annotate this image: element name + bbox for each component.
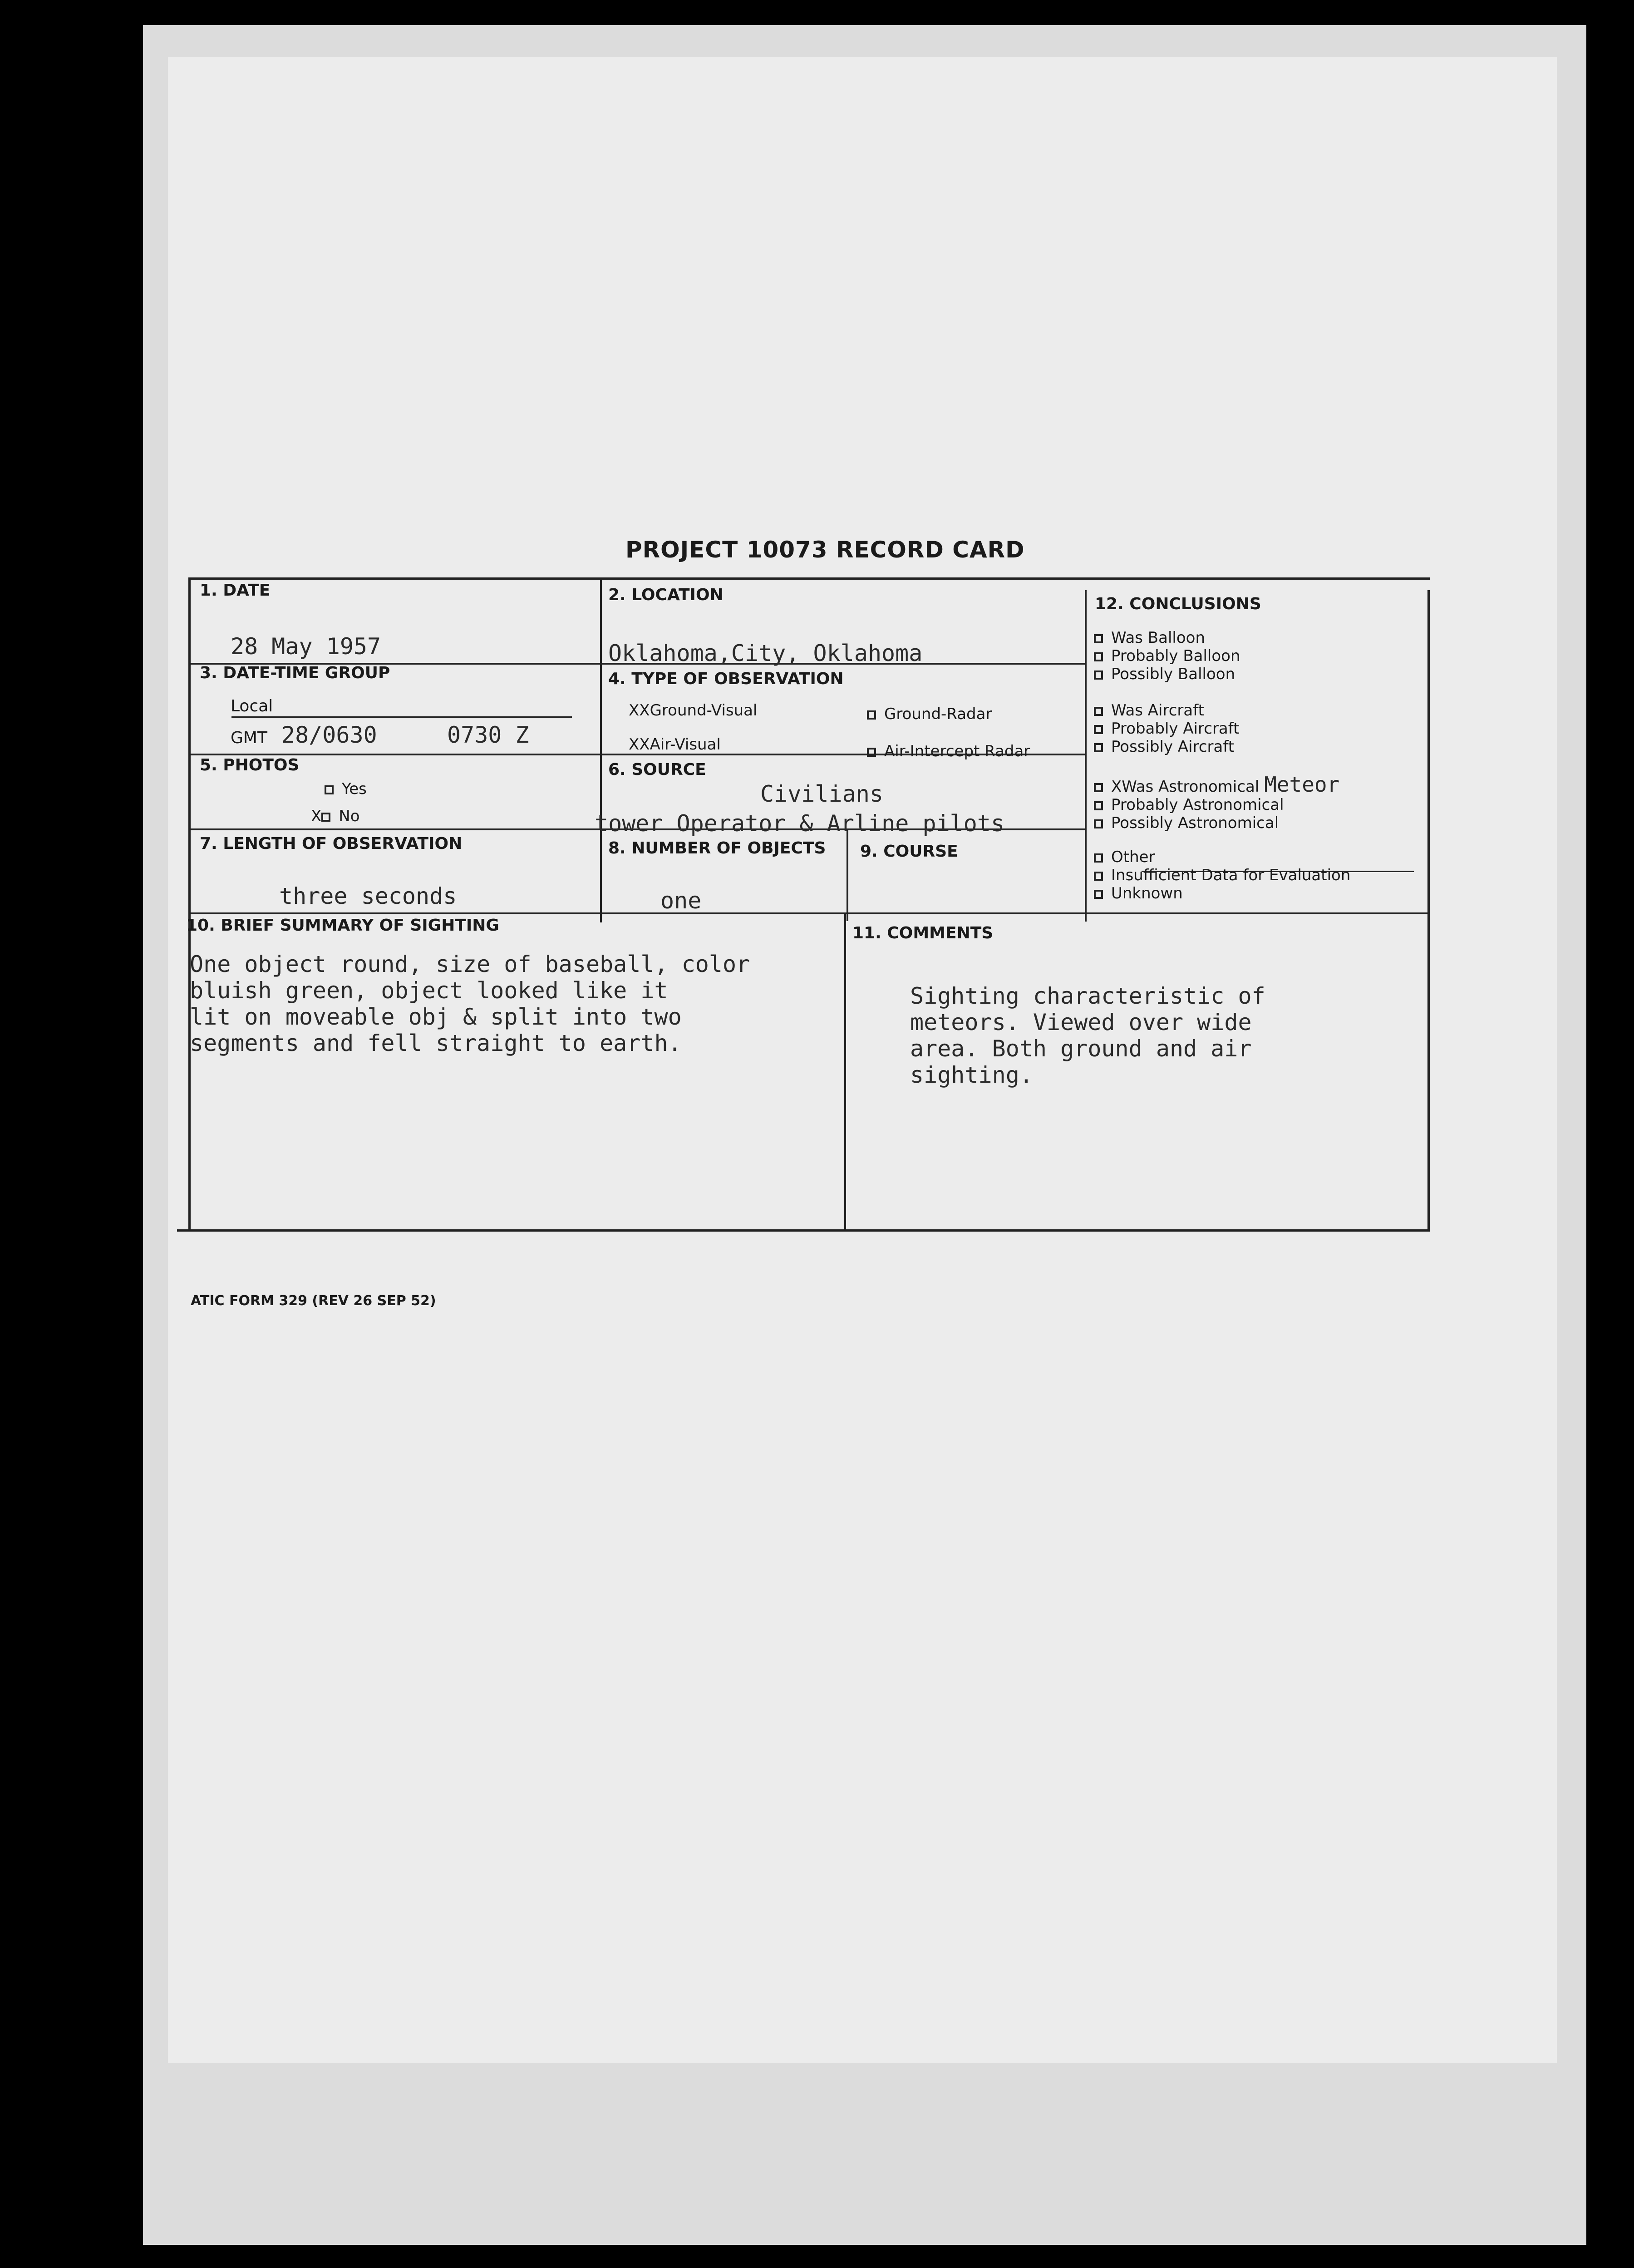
summary-label: 10. BRIEF SUMMARY OF SIGHTING — [186, 916, 499, 935]
comments-text — [910, 983, 1265, 1088]
conclusion-option: Possibly Astronomical — [1111, 814, 1279, 832]
gmt-label: GMT — [231, 729, 267, 747]
conclusion-option: Probably Balloon — [1111, 647, 1240, 665]
date-time-group-label: 3. DATE-TIME GROUP — [200, 664, 390, 682]
length-of-observation-label: 7. LENGTH OF OBSERVATION — [200, 834, 463, 853]
ground-visual-option — [629, 701, 757, 720]
summary-line: One object round, size of baseball, color — [190, 951, 750, 977]
checkbox — [1094, 725, 1103, 734]
comments-line: sighting. — [910, 1062, 1033, 1088]
checkbox — [1094, 801, 1103, 810]
comments-label: 11. COMMENTS — [852, 924, 994, 942]
type-of-observation-label: 4. TYPE OF OBSERVATION — [608, 670, 844, 688]
photos-no-label: No — [339, 807, 360, 825]
summary-line: segments and fell straight to earth. — [190, 1030, 682, 1056]
checkbox — [1094, 634, 1103, 643]
conclusions-label: 12. CONCLUSIONS — [1095, 595, 1261, 613]
date-value: 28 May 1957 — [231, 633, 381, 660]
conclusion-option: Was Aircraft — [1111, 701, 1204, 720]
summary-line: lit on moveable obj & split into two — [190, 1004, 682, 1030]
local-label: Local — [231, 697, 273, 715]
gmt-value: 28/0630 — [281, 722, 377, 748]
ground-radar-option — [867, 705, 992, 723]
date-label: 1. DATE — [200, 581, 271, 600]
conclusion-option: Probably Astronomical — [1111, 796, 1284, 814]
record-card-page — [168, 57, 1557, 2063]
number-of-objects-label: 8. NUMBER OF OBJECTS — [608, 839, 826, 858]
conclusion-option: Was Balloon — [1111, 629, 1206, 647]
astronomical-mark: X — [1111, 778, 1122, 796]
conclusions-group-astronomical — [1094, 772, 1340, 832]
checkbox — [1094, 819, 1103, 828]
ground-visual-mark: XX — [629, 701, 650, 720]
air-intercept-radar-label: Air-Intercept Radar — [884, 742, 1030, 760]
photos-yes-option — [325, 780, 367, 798]
form-id: ATIC FORM 329 (REV 26 SEP 52) — [191, 1293, 436, 1309]
conclusion-option: Other — [1111, 848, 1155, 866]
ground-radar-checkbox — [867, 710, 876, 720]
conclusion-option: Possibly Aircraft — [1111, 738, 1235, 756]
conclusions-group-balloon — [1094, 629, 1240, 683]
source-label: 6. SOURCE — [608, 760, 706, 779]
checkbox — [1094, 707, 1103, 716]
conclusion-option: Possibly Balloon — [1111, 665, 1235, 683]
summary-line: bluish green, object looked like it — [190, 977, 668, 1004]
comments-line: Sighting characteristic of — [910, 983, 1265, 1009]
conclusions-group-aircraft — [1094, 701, 1239, 756]
length-of-observation-value: three seconds — [279, 883, 457, 909]
conclusion-option: Insufficient Data for Evaluation — [1111, 866, 1351, 884]
checkbox — [1094, 671, 1103, 680]
photos-label: 5. PHOTOS — [200, 756, 300, 774]
checkbox — [1094, 853, 1103, 863]
course-label: 9. COURSE — [860, 842, 958, 861]
checkbox — [1094, 890, 1103, 899]
conclusions-group-other — [1094, 848, 1350, 902]
air-intercept-radar-checkbox — [867, 748, 876, 757]
location-label: 2. LOCATION — [608, 586, 723, 604]
number-of-objects-value: one — [660, 887, 702, 914]
photos-no-checkbox — [321, 813, 330, 822]
comments-line: area. Both ground and air — [910, 1035, 1252, 1062]
photos-yes-label: Yes — [342, 780, 367, 798]
card-title: PROJECT 10073 RECORD CARD — [625, 537, 1025, 563]
summary-text — [190, 951, 750, 1056]
air-visual-option — [629, 735, 721, 754]
photos-yes-checkbox — [325, 785, 334, 794]
air-intercept-radar-option — [867, 742, 1030, 760]
comments-line: meteors. Viewed over wide — [910, 1009, 1252, 1035]
air-visual-label: Air-Visual — [650, 735, 721, 754]
conclusion-option: Was Astronomical — [1122, 778, 1260, 796]
source-line-2: tower Operator & Arline pilots — [595, 810, 1005, 837]
checkbox — [1094, 743, 1103, 752]
gmt-time: 0730 Z — [447, 722, 529, 748]
photos-no-option — [311, 807, 360, 825]
conclusion-option: Probably Aircraft — [1111, 720, 1240, 738]
checkbox — [1094, 872, 1103, 881]
ground-visual-label: Ground-Visual — [650, 701, 758, 720]
location-value: Oklahoma,City, Oklahoma — [608, 640, 923, 666]
air-visual-mark: XX — [629, 735, 650, 754]
checkbox — [1094, 783, 1103, 792]
astronomical-note: Meteor — [1264, 772, 1340, 797]
ground-radar-label: Ground-Radar — [884, 705, 992, 723]
checkbox — [1094, 652, 1103, 661]
photos-no-mark: X — [311, 807, 322, 825]
source-line-1: Civilians — [760, 781, 883, 807]
conclusion-option: Unknown — [1111, 884, 1183, 902]
